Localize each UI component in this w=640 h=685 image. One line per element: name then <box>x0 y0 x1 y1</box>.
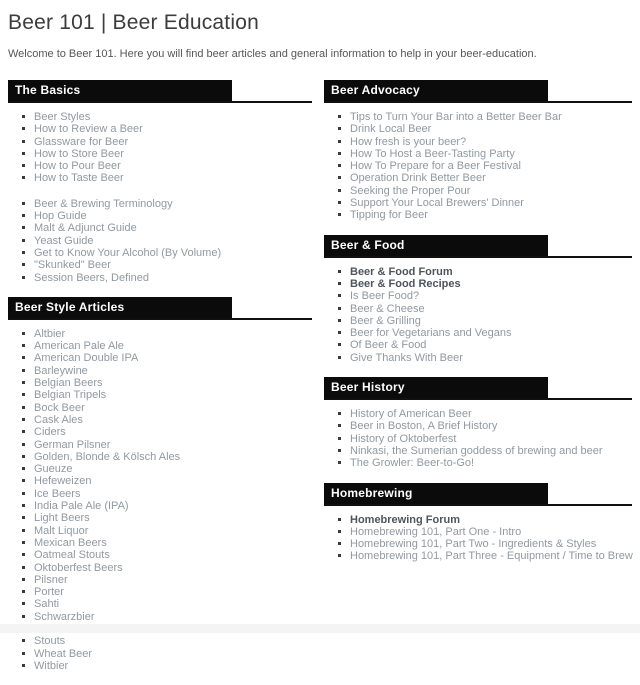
section-beer-style-articles <box>8 297 312 672</box>
section-header-homebrewing <box>324 483 632 506</box>
article-link[interactable]: How to Pour Beer <box>34 160 121 173</box>
article-link[interactable]: Sahti <box>34 598 60 611</box>
article-link[interactable]: The Growler: Beer-to-Go! <box>350 457 475 470</box>
article-link[interactable]: Give Thanks With Beer <box>350 351 463 364</box>
article-link[interactable]: Hop Guide <box>34 210 87 223</box>
section-header-beer-food <box>324 235 632 258</box>
list-item <box>338 303 632 315</box>
article-link[interactable]: Homebrewing Forum <box>350 513 461 526</box>
intro-text: Welcome to Beer 101. Here you will find beer articles and general information to help in your beer-education. <box>8 48 537 60</box>
section-title-beer-history: Beer History <box>324 377 548 398</box>
section-title-beer-style-articles: Beer Style Articles <box>8 297 232 318</box>
list-item <box>338 185 632 197</box>
list-item <box>338 526 632 538</box>
article-link[interactable]: Bock Beer <box>34 401 85 414</box>
article-link[interactable]: Ciders <box>34 426 66 439</box>
list-item <box>22 198 312 210</box>
list-item <box>22 586 312 598</box>
article-link[interactable]: Barleywine <box>34 364 88 377</box>
article-link[interactable]: Belgian Tripels <box>34 389 107 402</box>
section-title-beer-advocacy: Beer Advocacy <box>324 80 548 101</box>
list-item <box>22 235 312 247</box>
section-homebrewing <box>324 483 632 563</box>
article-link[interactable]: India Pale Ale (IPA) <box>34 500 129 513</box>
article-link[interactable]: Malt & Adjunct Guide <box>34 222 137 235</box>
article-link[interactable]: Light Beers <box>34 512 90 525</box>
article-link[interactable]: Homebrewing 101, Part One - Intro <box>350 525 522 538</box>
section-header-beer-history <box>324 377 632 400</box>
link-list-beer-food-1 <box>324 266 632 364</box>
list-item <box>22 148 312 160</box>
list-item <box>22 426 312 438</box>
article-link[interactable]: How to Store Beer <box>34 147 124 160</box>
list-item <box>22 160 312 172</box>
article-link[interactable]: Is Beer Food? <box>350 290 420 303</box>
list-item <box>338 278 632 290</box>
list-item <box>22 648 312 660</box>
list-item <box>22 562 312 574</box>
list-item <box>338 352 632 364</box>
list-item <box>22 402 312 414</box>
article-link[interactable]: "Skunked" Beer <box>34 259 111 272</box>
list-item <box>338 160 632 172</box>
list-item <box>22 389 312 401</box>
article-link[interactable]: How to Taste Beer <box>34 172 124 185</box>
list-item <box>22 463 312 475</box>
article-link[interactable]: How fresh is your beer? <box>350 135 467 148</box>
article-link[interactable]: Gueuze <box>34 463 73 476</box>
section-header-beer-advocacy <box>324 80 632 103</box>
list-item <box>22 111 312 123</box>
article-link[interactable]: German Pilsner <box>34 438 111 451</box>
list-item <box>22 439 312 451</box>
link-list-beer-history-1 <box>324 408 632 469</box>
article-link[interactable]: Seeking the Proper Pour <box>350 184 471 197</box>
list-item <box>338 111 632 123</box>
article-link[interactable]: Beer & Brewing Terminology <box>34 197 173 210</box>
list-item <box>338 172 632 184</box>
article-link[interactable]: Mexican Beers <box>34 536 107 549</box>
article-link[interactable]: Homebrewing 101, Part Two - Ingredients & Styles <box>350 538 597 551</box>
list-item <box>22 222 312 234</box>
article-link[interactable]: Oatmeal Stouts <box>34 549 110 562</box>
article-link[interactable]: Altbier <box>34 327 66 340</box>
section-beer-advocacy <box>324 80 632 222</box>
list-item <box>22 136 312 148</box>
article-link[interactable]: Operation Drink Better Beer <box>350 172 486 185</box>
link-list-beer-style-articles-1 <box>8 328 312 672</box>
list-item <box>338 123 632 135</box>
article-link[interactable]: Malt Liquor <box>34 524 89 537</box>
article-link[interactable]: Belgian Beers <box>34 377 103 390</box>
list-item <box>338 266 632 278</box>
article-link[interactable]: Beer & Grilling <box>350 314 421 327</box>
link-list-the-basics-1 <box>8 111 312 185</box>
section-title-homebrewing: Homebrewing <box>324 483 548 504</box>
list-item <box>22 210 312 222</box>
list-item <box>22 272 312 284</box>
article-link[interactable]: Stouts <box>34 635 66 648</box>
article-link[interactable]: How to Review a Beer <box>34 123 143 136</box>
list-item <box>338 550 632 562</box>
list-item <box>338 514 632 526</box>
article-link[interactable]: Beer in Boston, A Brief History <box>350 420 498 433</box>
section-title-the-basics: The Basics <box>8 80 232 101</box>
list-item <box>338 209 632 221</box>
article-link[interactable]: How To Host a Beer-Tasting Party <box>350 147 515 160</box>
list-item <box>338 538 632 550</box>
article-link[interactable]: History of Oktoberfest <box>350 432 457 445</box>
article-link[interactable]: Wheat Beer <box>34 647 93 660</box>
article-link[interactable]: Ice Beers <box>34 487 81 500</box>
list-item <box>22 365 312 377</box>
link-list-the-basics-2 <box>8 198 312 284</box>
list-item <box>22 352 312 364</box>
list-item <box>22 574 312 586</box>
article-link[interactable]: Beer for Vegetarians and Vegans <box>350 327 512 340</box>
section-the-basics <box>8 80 312 284</box>
list-item <box>22 247 312 259</box>
list-item <box>22 451 312 463</box>
list-item <box>22 549 312 561</box>
list-item <box>338 457 632 469</box>
section-beer-history <box>324 377 632 469</box>
article-link[interactable]: American Pale Ale <box>34 340 124 353</box>
article-link[interactable]: How To Prepare for a Beer Festival <box>350 160 521 173</box>
list-item <box>338 315 632 327</box>
article-link[interactable]: Yeast Guide <box>34 234 94 247</box>
list-item <box>22 259 312 271</box>
list-item <box>22 611 312 623</box>
list-item <box>338 420 632 432</box>
list-item <box>338 197 632 209</box>
article-link[interactable]: Hefeweizen <box>34 475 92 488</box>
article-link[interactable]: Oktoberfest Beers <box>34 561 123 574</box>
list-item <box>22 537 312 549</box>
link-list-homebrewing-1 <box>324 514 632 563</box>
list-item <box>338 290 632 302</box>
list-item <box>22 328 312 340</box>
section-header-the-basics <box>8 80 312 103</box>
article-link[interactable]: Beer & Cheese <box>350 302 425 315</box>
article-link[interactable]: Pilsner <box>34 573 68 586</box>
list-item <box>22 598 312 610</box>
list-item <box>22 488 312 500</box>
list-item <box>22 340 312 352</box>
list-item <box>338 327 632 339</box>
list-item <box>338 408 632 420</box>
list-item <box>338 136 632 148</box>
list-item <box>338 339 632 351</box>
list-item <box>22 512 312 524</box>
article-link[interactable]: Beer & Food Recipes <box>350 277 461 290</box>
list-item <box>22 635 312 647</box>
article-link[interactable]: Witbier <box>34 659 69 672</box>
article-link[interactable]: American Double IPA <box>34 352 139 365</box>
article-link[interactable]: Ninkasi, the Sumerian goddess of brewing and beer <box>350 444 603 457</box>
article-link[interactable]: History of American Beer <box>350 408 472 421</box>
article-link[interactable]: Tipping for Beer <box>350 209 428 222</box>
right-column <box>324 80 632 576</box>
list-item <box>22 475 312 487</box>
article-link[interactable]: Support Your Local Brewers' Dinner <box>350 197 524 210</box>
list-item <box>22 123 312 135</box>
list-item <box>22 414 312 426</box>
article-link[interactable]: Of Beer & Food <box>350 339 427 352</box>
list-item <box>22 500 312 512</box>
list-item <box>338 445 632 457</box>
article-link[interactable]: Porter <box>34 586 64 599</box>
article-link[interactable]: Drink Local Beer <box>350 123 432 136</box>
section-header-beer-style-articles <box>8 297 312 320</box>
article-link[interactable]: Get to Know Your Alcohol (By Volume) <box>34 246 222 259</box>
section-title-beer-food: Beer & Food <box>324 235 548 256</box>
page-bottom-strip <box>0 624 640 633</box>
article-link[interactable]: Tips to Turn Your Bar into a Better Beer Bar <box>350 111 562 123</box>
list-item <box>22 377 312 389</box>
link-list-beer-advocacy-1 <box>324 111 632 222</box>
article-link[interactable]: Cask Ales <box>34 413 83 426</box>
article-link[interactable]: Beer & Food Forum <box>350 265 453 278</box>
list-item <box>22 660 312 672</box>
article-link[interactable]: Homebrewing 101, Part Three - Equipment / Time to Brew <box>350 550 633 563</box>
section-beer-food <box>324 235 632 364</box>
article-link[interactable]: Session Beers, Defined <box>34 271 149 284</box>
list-item <box>338 148 632 160</box>
article-link[interactable]: Schwarzbier <box>34 610 95 623</box>
article-link[interactable]: Glassware for Beer <box>34 135 129 148</box>
list-item <box>22 172 312 184</box>
left-column <box>8 80 312 685</box>
article-link[interactable]: Beer Styles <box>34 111 91 123</box>
article-link[interactable]: Golden, Blonde & Kölsch Ales <box>34 450 181 463</box>
list-item <box>22 525 312 537</box>
list-item <box>338 433 632 445</box>
content-columns <box>8 80 632 685</box>
page-title: Beer 101 | Beer Education <box>8 11 259 34</box>
